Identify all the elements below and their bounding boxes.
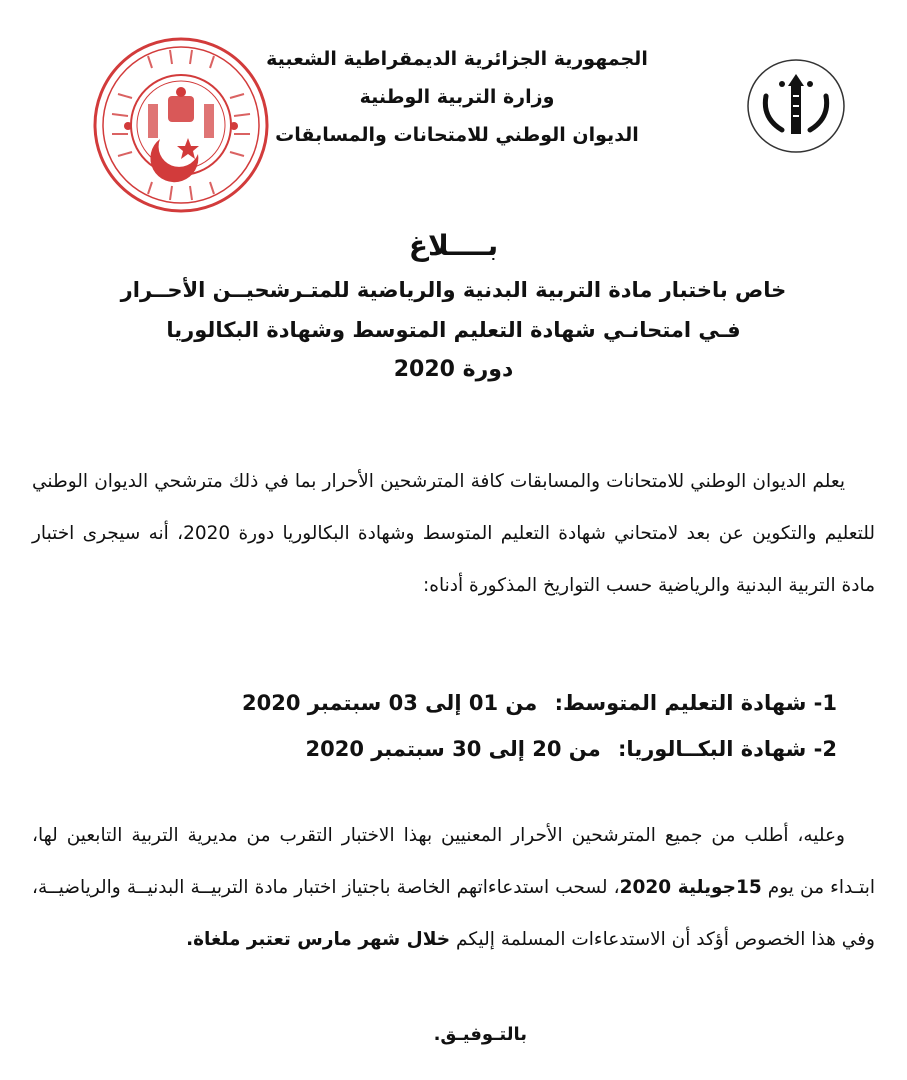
republic-name: الجمهورية الجزائرية الديمقراطية الشعبية <box>266 48 648 70</box>
exam-label: 2- شهادة البكــالوريا: <box>618 737 837 761</box>
ministry-name: وزارة التربية الوطنية <box>359 86 555 108</box>
exam-dates: من 20 إلى 30 سبتمبر 2020 <box>305 737 601 761</box>
exam-dates: من 01 إلى 03 سبتمبر 2020 <box>242 691 538 715</box>
instructions-paragraph <box>32 810 875 966</box>
notice-subtitle-2: فـي امتحانـي شهادة التعليم المتوسط وشهادة البكالوريا <box>166 318 741 342</box>
notice-titles <box>30 222 877 390</box>
cancellation-note: خلال شهر مارس تعتبر ملغاة. <box>186 929 451 950</box>
intro-paragraph: يعلم الديوان الوطني للامتحانات والمسابقات كافة المترشحين الأحرار بما في ذلك مترشحي الديوان الوطني للتعليم والتكوين عن بعد لامتحاني شهادة التعليم المتوسط وشهادة البكالوريا دورة 2020، أنه سيجرى اختبار مادة التربية البدنية والرياضية حسب التواريخ المذكورة أدناه: <box>32 471 875 596</box>
notice-session: دورة 2020 <box>393 357 514 382</box>
exam-label: 1- شهادة التعليم المتوسط: <box>554 691 837 715</box>
start-date: 15جويلية 2020 <box>619 877 762 898</box>
notice-subtitle-1: خاص باختبار مادة التربية البدنية والرياضية للمتـرشحيــن الأحــرار <box>120 278 787 302</box>
office-name: الديوان الوطني للامتحانات والمسابقات <box>275 124 639 146</box>
notice-title: بــــلاغ <box>408 229 499 262</box>
onec-logo-icon <box>744 56 848 156</box>
closing-greeting: بالتـوفيـق. <box>433 1024 527 1045</box>
instructions-text-b: ، لسحب استدعاءاتهم الخاصة باجتياز اختبار مادة التربيــة البدنيــة والرياضيــة، وفي هذا الخصوص أؤكد أن الاستدعاءات المسلمة إليكم <box>32 877 875 950</box>
exam-dates-list <box>232 680 837 772</box>
list-item <box>232 726 837 772</box>
instructions-text-a: وعليه، أطلب من جميع المترشحين الأحرار المعنيين بهذا الاختبار التقرب من مديرية التربية التابعين لها، ابتـداء من يوم <box>32 825 875 898</box>
official-stamp-icon <box>88 34 274 216</box>
list-item <box>232 680 837 726</box>
letterhead <box>247 40 667 154</box>
